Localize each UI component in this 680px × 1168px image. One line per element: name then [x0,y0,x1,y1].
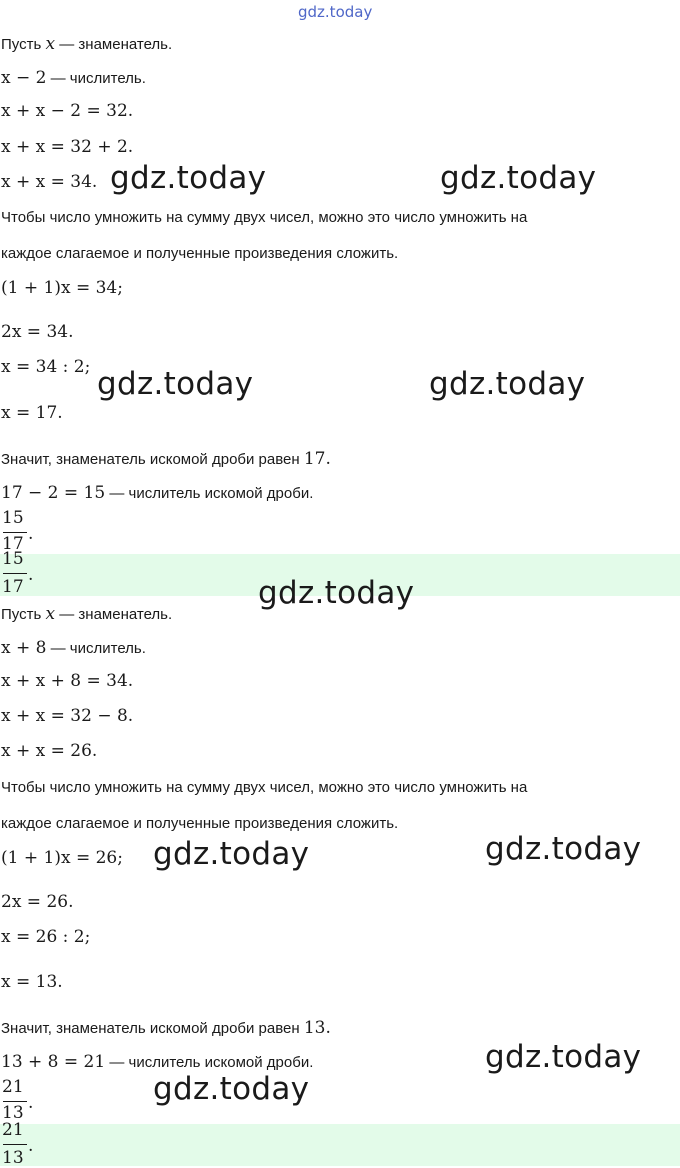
p1-line-numerator [1,68,146,88]
answer-highlight-2 [0,1124,680,1166]
p2-eq4: (1 + 1)x = 26; [1,848,123,868]
p1-numerator-text: — числитель искомой дроби. [109,485,314,502]
p1-fraction-denominator: 17 [2,534,24,554]
p2-eq3: x + x = 26. [1,741,98,761]
p2-eq5: 2x = 26. [1,892,74,912]
p1-eq1: x + x − 2 = 32. [1,101,134,121]
p2-numerator-text: — числитель искомой дроби. [109,1054,314,1071]
p1-eq5: 2x = 34. [1,322,74,342]
p2-var-x: x [45,604,56,624]
p2-conclusion [1,1018,331,1038]
p1-eq6: x = 34 : 2; [1,357,91,377]
p1-eq4: (1 + 1)x = 34; [1,278,123,298]
p1-rule-line1: Чтобы число умножить на сумму двух чисел, можно это число умножить на [1,209,528,226]
p1-fraction-numerator: 15 [2,508,24,528]
p1-eq7: x = 17. [1,403,63,423]
p2-fraction-numerator: 21 [2,1077,24,1097]
p2-eq6: x = 26 : 2; [1,927,91,947]
p2-numerator-expr: x + 8 [1,638,47,658]
p1-conclusion [1,449,331,469]
p2-eq2: x + x = 32 − 8. [1,706,134,726]
p1-fraction-dot: . [28,524,34,544]
p2-fraction-denominator: 13 [2,1103,24,1123]
p1-answer-dot: . [28,565,34,585]
p1-answer-denominator: 17 [2,577,24,597]
watermark: gdz.today [153,1071,310,1107]
watermark: gdz.today [429,366,586,402]
watermark: gdz.today [440,160,597,196]
p1-rule-line2: каждое слагаемое и полученные произведения сложить. [1,245,399,262]
p1-denominator-label: — знаменатель. [59,36,173,53]
p2-fraction [2,1077,32,1123]
header-watermark: gdz.today [298,3,373,21]
p2-line-denominator [1,604,172,624]
watermark: gdz.today [485,1039,642,1075]
p1-conclusion-value: 17. [303,449,331,469]
watermark: gdz.today [97,366,254,402]
p2-rule-line2: каждое слагаемое и полученные произведения сложить. [1,815,399,832]
p2-line-numerator [1,638,146,658]
p1-var-x: x [45,34,56,54]
p1-fraction [2,508,32,554]
p2-answer-bar [3,1144,27,1145]
p1-fraction-bar [3,532,27,533]
p1-answer-numerator: 15 [2,549,24,569]
p1-numerator-label: — числитель. [50,70,146,87]
p2-conclusion-value: 13. [303,1018,331,1038]
watermark: gdz.today [485,831,642,867]
p2-numerator-calc [1,1052,313,1072]
p2-rule-line1: Чтобы число умножить на сумму двух чисел, можно это число умножить на [1,779,528,796]
p1-answer-bar [3,573,27,574]
p2-numerator-label: — числитель. [50,640,146,657]
p2-answer-fraction [2,1120,32,1166]
p1-numerator-calc [1,483,313,503]
p2-answer-dot: . [28,1136,34,1156]
p2-fraction-bar [3,1101,27,1102]
p2-denominator-label: — знаменатель. [59,606,173,623]
p2-eq7: x = 13. [1,972,63,992]
p2-conclusion-text: Значит, знаменатель искомой дроби равен [1,1020,300,1037]
watermark: gdz.today [153,836,310,872]
p1-answer-fraction [2,549,32,595]
p2-fraction-dot: . [28,1093,34,1113]
p2-word-let: Пусть [1,606,42,623]
p1-numerator-expr: x − 2 [1,68,47,88]
p1-conclusion-text: Значит, знаменатель искомой дроби равен [1,451,300,468]
watermark: gdz.today [258,575,415,611]
p1-eq3: x + x = 34. [1,172,98,192]
p2-numerator-math: 13 + 8 = 21 [1,1052,106,1072]
p2-eq1: x + x + 8 = 34. [1,671,134,691]
p2-answer-denominator: 13 [2,1148,24,1168]
p2-answer-numerator: 21 [2,1120,24,1140]
watermark: gdz.today [110,160,267,196]
p1-line-denominator [1,34,172,54]
p1-eq2: x + x = 32 + 2. [1,137,134,157]
p1-numerator-math: 17 − 2 = 15 [1,483,106,503]
p1-word-let: Пусть [1,36,42,53]
